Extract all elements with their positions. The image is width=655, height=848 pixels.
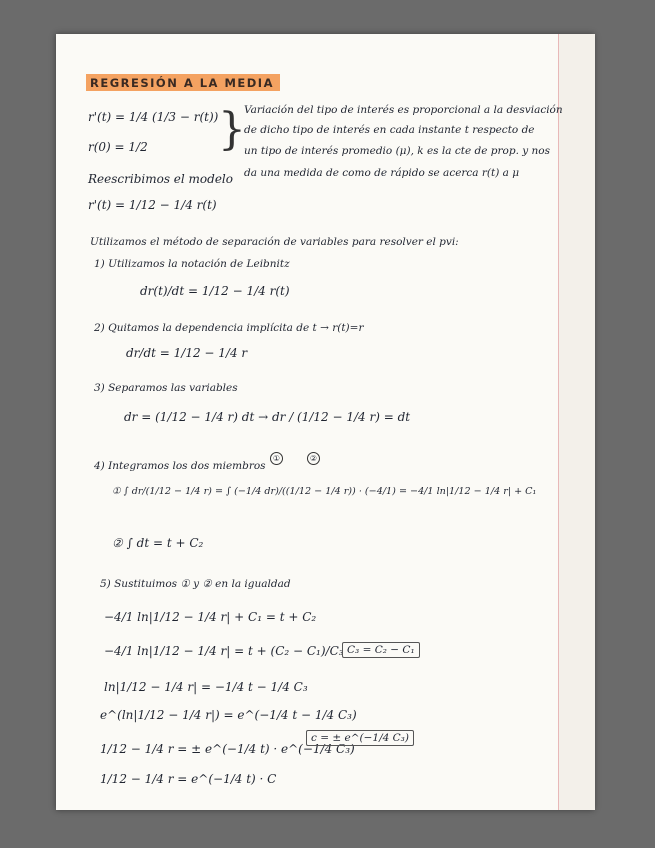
rewrite-heading: Reescribimos el modelo [88, 172, 233, 186]
step-5-equation-4: e^(ln|1/12 − 1/4 r|) = e^(−1/4 t − 1/4 C₃) [100, 708, 357, 722]
constant-box-c3: C₃ = C₂ − C₁ [342, 642, 420, 658]
step-2-label: 2) Quitamos la dependencia implícita de t → r(t)=r [94, 322, 364, 334]
constant-box-c: c = ± e^(−1/4 C₃) [306, 730, 414, 746]
marker-1: ① [270, 446, 283, 465]
step-4-integral-1: ① ∫ dr/(1/12 − 1/4 r) = ∫ (−1/4 dr)/((1/12 − 1/4 r)) · (−4/1) = −4/1 ln|1/12 − 1/4 r| + C₁ [112, 486, 537, 497]
step-5-label: 5) Sustituimos ① y ② en la igualdad [100, 578, 291, 590]
page-title: REGRESIÓN A LA MEDIA [86, 74, 280, 91]
step-5-equation-2: −4/1 ln|1/12 − 1/4 r| = t + (C₂ − C₁)/C₃ [104, 644, 344, 658]
step-3-equation: dr = (1/12 − 1/4 r) dt → dr / (1/12 − 1/4 r) = dt [124, 410, 411, 424]
description-line-1: Variación del tipo de interés es proporcional a la desviación [244, 104, 563, 116]
step-4-integral-2: ② ∫ dt = t + C₂ [112, 536, 204, 550]
rewrite-equation: r'(t) = 1/12 − 1/4 r(t) [88, 198, 217, 212]
step-5-equation-1: −4/1 ln|1/12 − 1/4 r| + C₁ = t + C₂ [104, 610, 317, 624]
step-4-label: 4) Integramos los dos miembros [94, 460, 266, 472]
description-line-4: da una medida de como de rápido se acerca r(t) a μ [244, 167, 520, 179]
method-statement: Utilizamos el método de separación de variables para resolver el pvi: [90, 236, 459, 248]
step-5-equation-3: ln|1/12 − 1/4 r| = −1/4 t − 1/4 C₃ [104, 680, 308, 694]
step-1-equation: dr(t)/dt = 1/12 − 1/4 r(t) [140, 284, 290, 298]
description-line-3: un tipo de interés promedio (μ), k es la cte de prop. y nos [244, 145, 550, 157]
page-margin [558, 34, 595, 810]
equation-ode: r'(t) = 1/4 (1/3 − r(t)) [88, 110, 219, 124]
brace: } [218, 104, 246, 155]
description-line-2: de dicho tipo de interés en cada instante t respecto de [244, 124, 535, 136]
step-3-label: 3) Separamos las variables [94, 382, 238, 394]
equation-initial-condition: r(0) = 1/2 [88, 140, 148, 154]
step-1-label: 1) Utilizamos la notación de Leibnitz [94, 258, 290, 270]
step-5-equation-5: 1/12 − 1/4 r = ± e^(−1/4 t) · e^(−1/4 C₃) [100, 742, 355, 756]
step-2-equation: dr/dt = 1/12 − 1/4 r [126, 346, 248, 360]
step-5-equation-6: 1/12 − 1/4 r = e^(−1/4 t) · C [100, 772, 277, 786]
marker-2: ② [307, 446, 320, 465]
